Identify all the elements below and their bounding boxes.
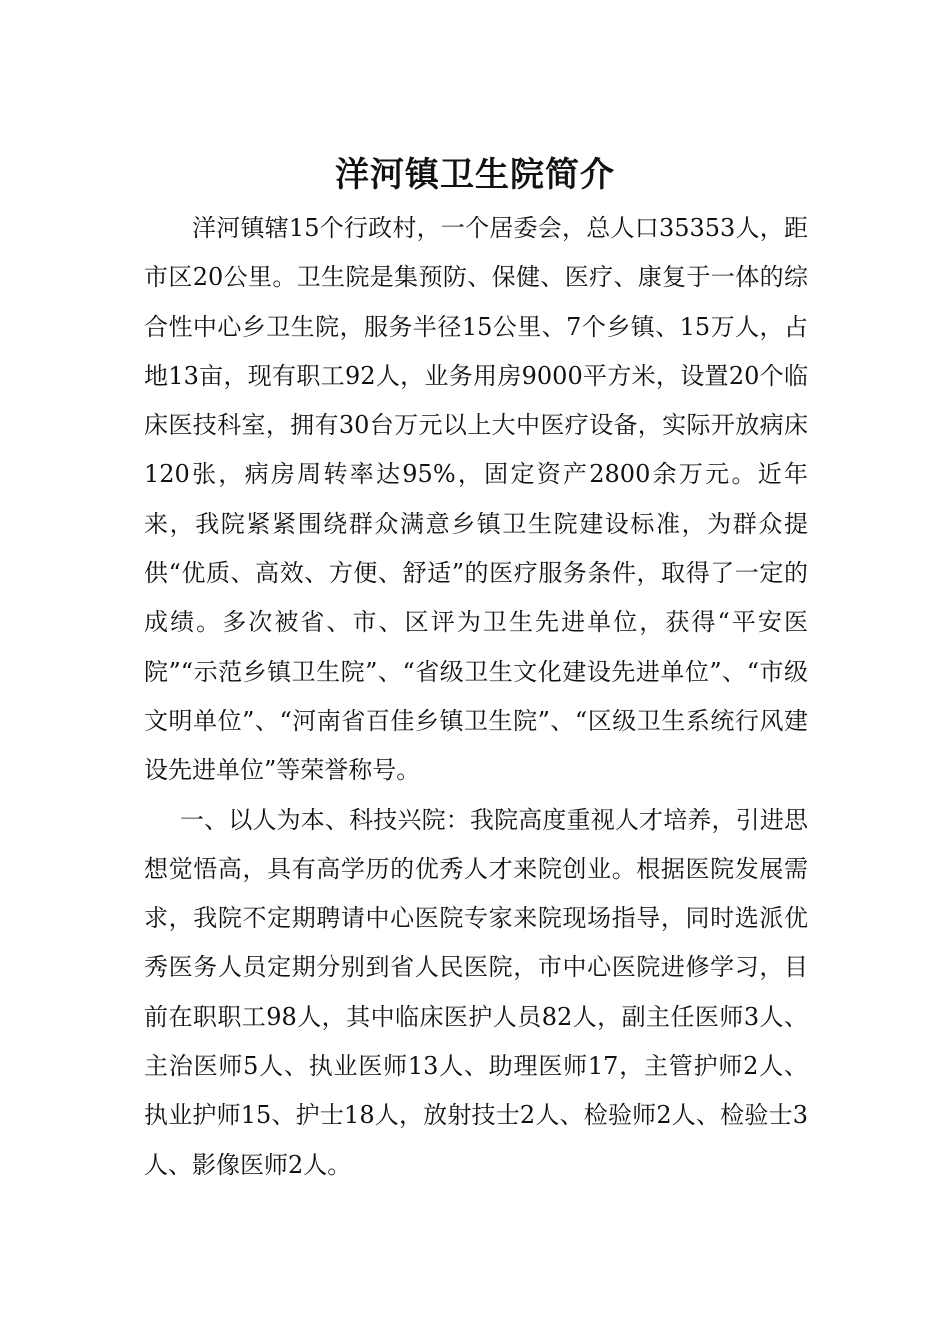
document-title: 洋河镇卫生院简介 [335,154,615,195]
intro-paragraph: 洋河镇辖15个行政村，一个居委会，总人口35353人，距市区20公里。卫生院是集预防、保健、医疗、康复于一体的综合性中心乡卫生院，服务半径15公里、7个乡镇、15万人，占地13亩，现有职工92人，业务用房9000平方米，设置20个临床医技科室，拥有30台万元以上大中医疗设备，实际开放病床120张，病房周转率达95%，固定资产2800余万元。近年来，我院紧紧围绕群众满意乡镇卫生院建设标准，为群众提供“优质、高效、方便、舒适”的医疗服务条件，取得了一定的成绩。多次被省、市、区评为卫生先进单位，获得“平安医院”“示范乡镇卫生院”、“省级卫生文化建设先进单位”、“市级文明单位”、“河南省百佳乡镇卫生院”、“区级卫生系统行风建设先进单位”等荣誉称号。 [144,214,808,785]
document-body [144,204,808,1190]
section-one-paragraph: 一、以人为本、科技兴院：我院高度重视人才培养，引进思想觉悟高，具有高学历的优秀人才来院创业。根据医院发展需求，我院不定期聘请中心医院专家来院现场指导，同时选派优秀医务人员定期分别到省人民医院，市中心医院进修学习，目前在职职工98人，其中临床医护人员82人，副主任医师3人、主治医师5人、执业医师13人、助理医师17，主管护师2人、执业护师15、护士18人，放射技士2人、检验师2人、检验士3人、影像医师2人。 [144,805,808,1179]
